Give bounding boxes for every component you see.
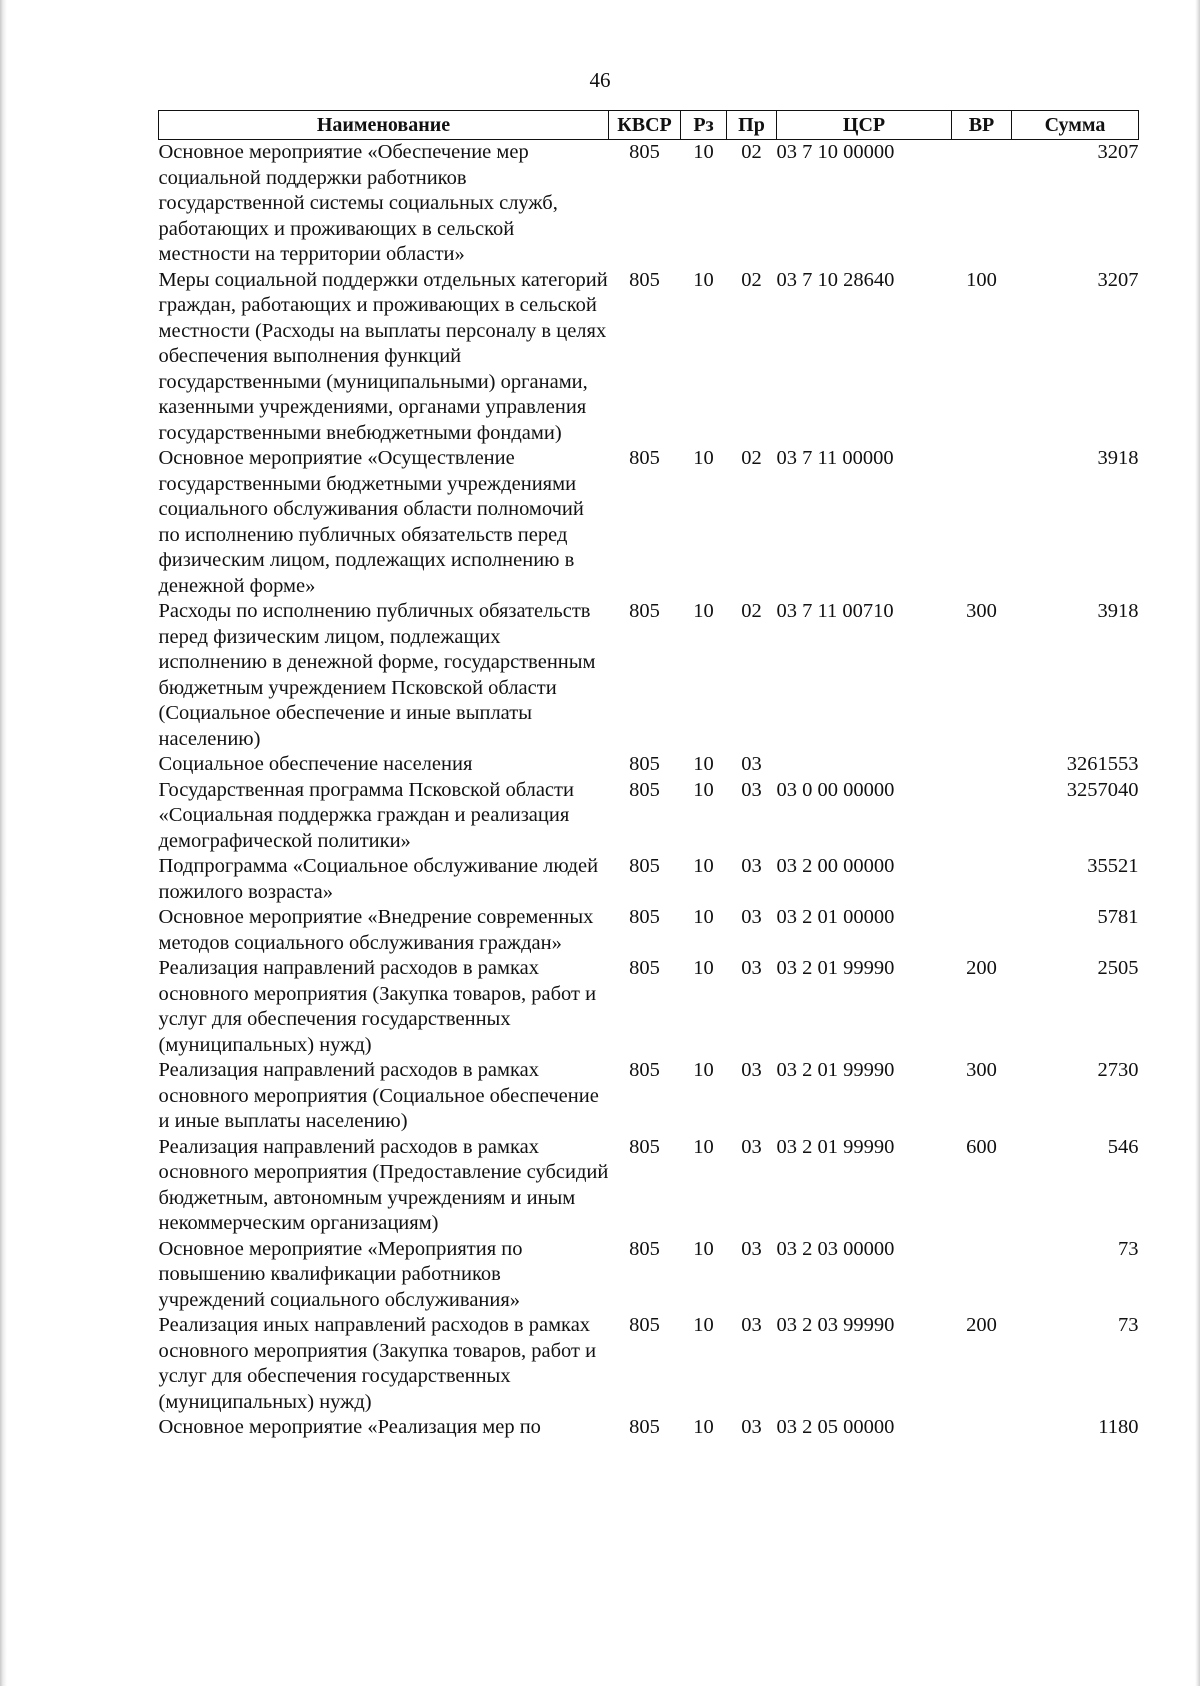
cell-rz: 10 [693,268,714,291]
cell-rz: 10 [693,778,714,801]
budget-table [158,110,1139,1441]
table-row [159,905,1139,956]
cell-csr: 03 2 01 99990 [776,957,895,979]
table-row [159,778,1139,855]
cell-vr [952,1237,1012,1314]
cell-vr [952,446,1012,599]
page-number: 46 [589,68,611,92]
cell-pr: 02 [741,268,762,291]
cell-kvsr: 805 [629,1135,660,1158]
cell-sum: 3207 [1097,141,1139,163]
cell-rz: 10 [693,447,714,469]
cell-sum: 5781 [1097,906,1139,928]
cell-pr: 03 [741,1237,762,1260]
cell-pr: 02 [741,141,762,163]
table-row [159,599,1139,752]
cell-rz: 10 [693,1135,714,1158]
cell-rz: 10 [693,855,714,877]
cell-vr [952,140,1012,268]
cell-name: Социальное обеспечение населения [158,753,473,775]
cell-kvsr: 805 [629,141,660,163]
cell-name: Подпрограмма «Социальное обслуживание людей пожилого возраста» [158,855,599,903]
cell-pr: 03 [741,753,762,775]
cell-csr: 03 7 10 28640 [776,268,895,291]
cell-rz: 10 [693,1314,714,1336]
cell-vr: 200 [966,957,997,979]
cell-vr: 100 [966,268,997,291]
cell-name: Расходы по исполнению публичных обязательств перед физическим лицом, подлежащих исполнению в денежной форме, государственным бюджетным учреждением Псковской области (Социальное обеспечение и иные выплаты населению) [158,600,596,750]
cell-sum: 73 [1118,1314,1139,1336]
cell-sum: 3261553 [1066,753,1139,775]
cell-sum: 35521 [1087,855,1139,877]
cell-rz: 10 [693,1237,714,1260]
cell-kvsr: 805 [629,1237,660,1260]
cell-csr [777,752,952,778]
cell-kvsr: 805 [629,1416,660,1438]
header-row [159,111,1139,140]
cell-csr: 03 2 01 99990 [776,1135,895,1158]
cell-vr: 200 [966,1314,997,1336]
header-kvsr: КВСР [609,111,681,140]
cell-pr: 03 [741,1135,762,1158]
cell-rz: 10 [693,753,714,775]
cell-pr: 02 [741,447,762,469]
table-row [159,140,1139,268]
cell-name: Реализация направлений расходов в рамках основного мероприятия (Социальное обеспечение и иные выплаты населению) [158,1059,599,1132]
cell-csr: 03 2 01 00000 [776,906,895,928]
cell-kvsr: 805 [629,268,660,291]
header-name: Наименование [159,111,609,140]
cell-vr [952,1415,1012,1441]
cell-rz: 10 [693,906,714,928]
table-row [159,956,1139,1058]
table-row [159,1058,1139,1135]
cell-csr: 03 2 03 00000 [776,1237,895,1260]
scan-edge-left [0,0,7,1686]
cell-sum: 3207 [1097,268,1139,291]
cell-rz: 10 [693,957,714,979]
cell-name: Основное мероприятие «Внедрение современных методов социального обслуживания граждан» [158,906,594,954]
cell-vr [952,854,1012,905]
cell-csr: 03 7 11 00710 [776,600,894,622]
cell-pr: 03 [741,778,762,801]
header-vr: ВР [952,111,1012,140]
cell-name: Реализация направлений расходов в рамках основного мероприятия (Предоставление субсидий бюджетным, автономным учреждениям и иным некоммерческим организациям) [158,1135,609,1234]
cell-name: Реализация направлений расходов в рамках основного мероприятия (Закупка товаров, работ и услуг для обеспечения государственных (муниципальных) нужд) [158,957,597,1056]
cell-kvsr: 805 [629,1059,660,1081]
cell-name: Меры социальной поддержки отдельных категорий граждан, работающих и проживающих в сельской местности (Расходы на выплаты персоналу в целях обеспечения выполнения функций государственными (муниципальными) органами, казенными учреждениями, органами управления государственными внебюджетными фондами) [158,268,608,444]
cell-csr: 03 2 01 99990 [776,1059,895,1081]
table-row [159,1135,1139,1237]
table-body [159,140,1139,1441]
table-row [159,752,1139,778]
header-sum: Сумма [1012,111,1139,140]
cell-name: Основное мероприятие «Мероприятия по повышению квалификации работников учреждений социального обслуживания» [158,1237,523,1311]
cell-vr [952,905,1012,956]
cell-pr: 03 [741,1059,762,1081]
table-row [159,1313,1139,1415]
cell-pr: 03 [741,957,762,979]
table-row [159,446,1139,599]
cell-sum: 2505 [1097,957,1139,979]
cell-name: Основное мероприятие «Обеспечение мер социальной поддержки работников государственной системы социальных служб, работающих и проживающих в сельской местности на территории области» [158,141,558,265]
cell-pr: 03 [741,906,762,928]
scan-edge-right [1195,0,1200,1686]
cell-kvsr: 805 [629,1314,660,1336]
cell-vr: 300 [966,1059,997,1081]
cell-rz: 10 [693,600,714,622]
cell-pr: 03 [741,855,762,877]
cell-kvsr: 805 [629,778,660,801]
cell-name: Государственная программа Псковской области «Социальная поддержка граждан и реализация демографической политики» [158,778,574,852]
cell-kvsr: 805 [629,447,660,469]
cell-csr: 03 2 05 00000 [776,1416,895,1438]
cell-rz: 10 [693,1059,714,1081]
table-row [159,268,1139,447]
cell-kvsr: 805 [629,753,660,775]
table-header [159,111,1139,140]
cell-name: Реализация иных направлений расходов в рамках основного мероприятия (Закупка товаров, работ и услуг для обеспечения государственных (муниципальных) нужд) [158,1314,597,1413]
cell-kvsr: 805 [629,600,660,622]
cell-pr: 03 [741,1314,762,1336]
header-pr: Пр [727,111,777,140]
cell-pr: 02 [741,600,762,622]
cell-csr: 03 7 10 00000 [776,141,895,163]
table-row [159,1415,1139,1441]
cell-csr: 03 2 03 99990 [776,1314,895,1336]
cell-sum: 3918 [1097,600,1139,622]
cell-sum: 73 [1118,1237,1139,1260]
cell-name: Основное мероприятие «Реализация мер по [158,1416,541,1438]
cell-csr: 03 2 00 00000 [776,855,895,877]
cell-sum: 3918 [1097,447,1139,469]
cell-sum: 1180 [1098,1416,1139,1438]
header-csr: ЦСР [777,111,952,140]
cell-sum: 3257040 [1066,778,1139,801]
cell-vr: 600 [966,1135,997,1158]
table-row [159,854,1139,905]
cell-rz: 10 [693,1416,714,1438]
cell-sum: 2730 [1097,1059,1139,1081]
cell-pr: 03 [741,1416,762,1438]
cell-name: Основное мероприятие «Осуществление государственными бюджетными учреждениями социального обслуживания области полномочий по исполнению публичных обязательств перед физическим лицом, подлежащих исполнению в денежной форме» [158,447,584,597]
cell-vr: 300 [966,600,997,622]
cell-kvsr: 805 [629,855,660,877]
cell-rz: 10 [693,141,714,163]
cell-kvsr: 805 [629,957,660,979]
cell-sum: 546 [1107,1135,1139,1158]
cell-csr: 03 0 00 00000 [776,778,895,801]
cell-vr [952,778,1012,855]
cell-csr: 03 7 11 00000 [776,447,894,469]
cell-kvsr: 805 [629,906,660,928]
header-rz: Рз [681,111,727,140]
cell-vr [952,752,1012,778]
table-row [159,1237,1139,1314]
